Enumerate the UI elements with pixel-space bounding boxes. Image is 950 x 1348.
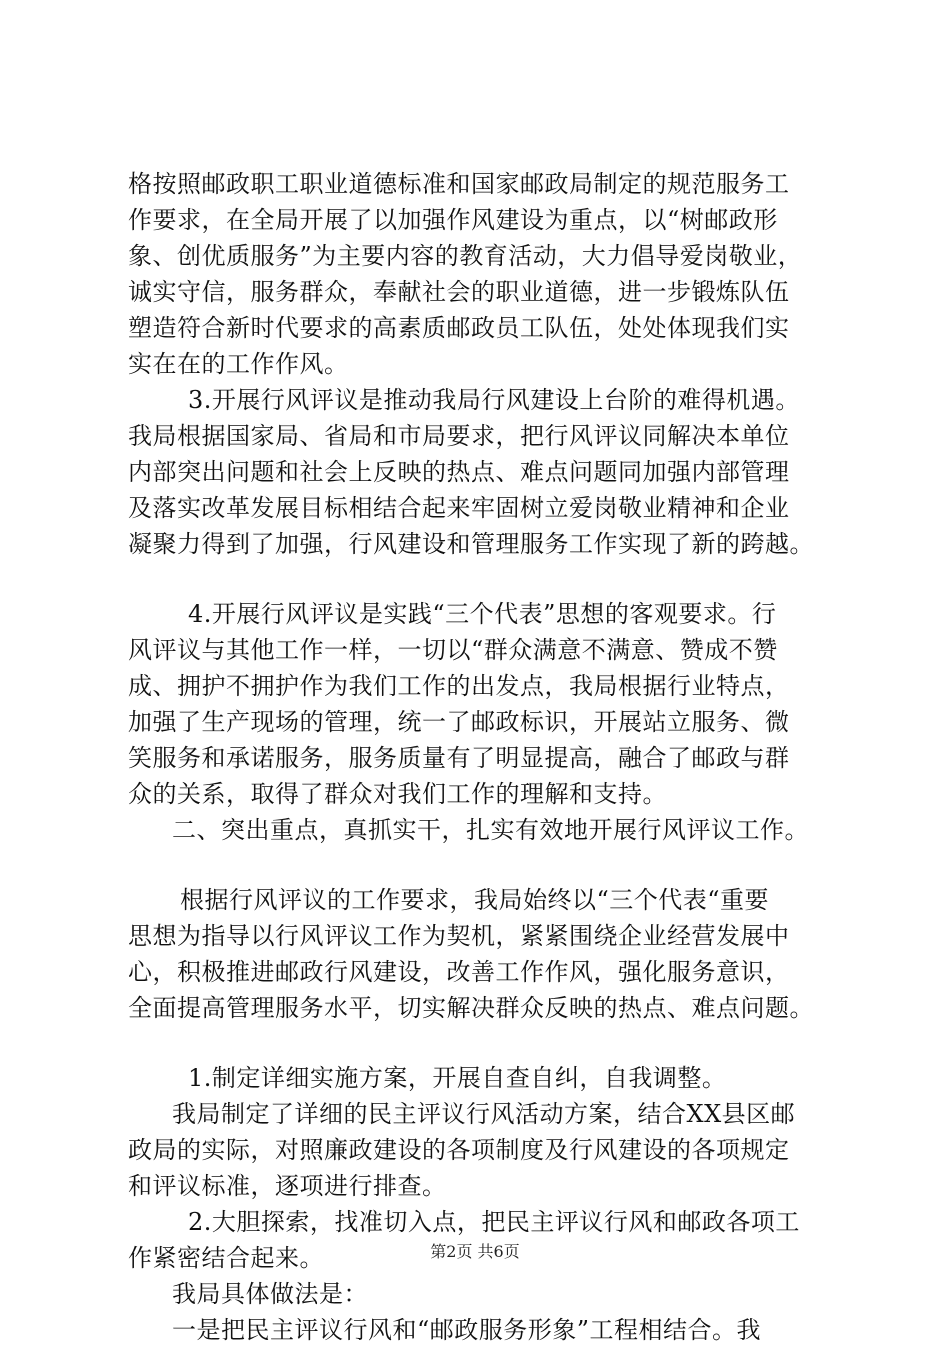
paragraph-gap [128, 848, 840, 882]
section-heading-main-2: 二、突出重点，真抓实干，扎实有效地开展行风评议工作。 [172, 816, 809, 844]
text-line: 政局的实际，对照廉政建设的各项制度及行风建设的各项规定 [128, 1136, 790, 1164]
text-line: 实在在的工作作风。 [128, 350, 349, 378]
text-line: 及落实改革发展目标相结合起来牢固树立爱岗敬业精神和企业 [128, 494, 790, 522]
text-line: 格按照邮政职工职业道德标准和国家邮政局制定的规范服务工 [128, 170, 790, 198]
text-line: 风评议与其他工作一样，一切以“群众满意不满意、赞成不赞 [128, 636, 778, 664]
text-line: 加强了生产现场的管理，统一了邮政标识，开展站立服务、微 [128, 708, 790, 736]
subsection-heading-1: 1.制定详细实施方案，开展自查自纠，自我调整。 [188, 1064, 727, 1092]
text-line: 根据行风评议的工作要求，我局始终以“三个代表“重要 [180, 886, 770, 914]
document-body [128, 166, 840, 1348]
text-line: 内部突出问题和社会上反映的热点、难点问题同加强内部管理 [128, 458, 790, 486]
text-line: 凝聚力得到了加强，行风建设和管理服务工作实现了新的跨越。 [128, 530, 814, 558]
text-line: 塑造符合新时代要求的高素质邮政员工队伍，处处体现我们实 [128, 314, 790, 342]
text-line: 众的关系，取得了群众对我们工作的理解和支持。 [128, 780, 667, 808]
text-line: 诚实守信，服务群众，奉献社会的职业道德，进一步锻炼队伍 [128, 278, 790, 306]
text-line: 我局根据国家局、省局和市局要求，把行风评议同解决本单位 [128, 422, 790, 450]
subsection-heading-2: 2.大胆探索，找准切入点，把民主评议行风和邮政各项工 [188, 1208, 800, 1236]
paragraph-gap [128, 562, 840, 596]
text-line: 和评议标准，逐项进行排查。 [128, 1172, 447, 1200]
text-line: 我局制定了详细的民主评议行风活动方案，结合XX县区邮 [172, 1100, 796, 1128]
section-heading-4: 4.开展行风评议是实践“三个代表”思想的客观要求。行 [188, 600, 777, 628]
text-line: 笑服务和承诺服务，服务质量有了明显提高，融合了邮政与群 [128, 744, 790, 772]
text-line: 作紧密结合起来。 [128, 1244, 324, 1272]
text-line: 心，积极推进邮政行风建设，改善工作作风，强化服务意识， [128, 958, 790, 986]
paragraph-gap [128, 1026, 840, 1060]
text-line: 全面提高管理服务水平，切实解决群众反映的热点、难点问题。 [128, 994, 814, 1022]
text-line: 我局具体做法是： [172, 1280, 368, 1308]
section-heading-3: 3.开展行风评议是推动我局行风建设上台阶的难得机遇。 [188, 386, 800, 414]
text-line: 一是把民主评议行风和“邮政服务形象”工程相结合。我 [172, 1316, 762, 1344]
text-line: 作要求，在全局开展了以加强作风建设为重点，以“树邮政形 [128, 206, 778, 234]
text-line: 思想为指导以行风评议工作为契机，紧紧围绕企业经营发展中 [128, 922, 790, 950]
text-line: 象、创优质服务”为主要内容的教育活动，大力倡导爱岗敬业， [128, 242, 803, 270]
text-line: 成、拥护不拥护作为我们工作的出发点，我局根据行业特点， [128, 672, 790, 700]
page-footer: 第2页 共6页 [430, 1242, 520, 1261]
